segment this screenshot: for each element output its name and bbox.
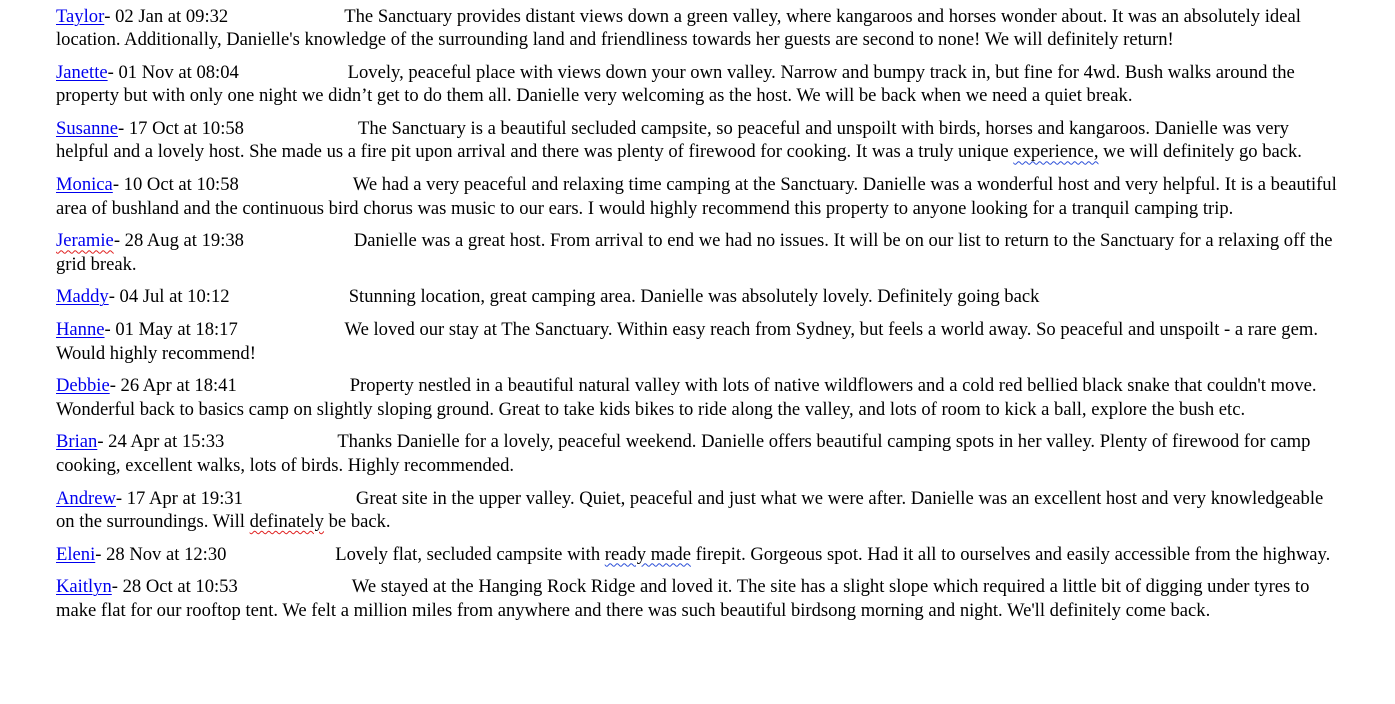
reviewer-name-link[interactable]: Susanne	[56, 118, 118, 140]
review-entry	[56, 575, 1346, 622]
review-entry	[56, 229, 1346, 276]
review-entry	[56, 5, 1346, 52]
review-text: Stunning location, great camping area. Danielle was absolutely lovely. Definitely going back	[348, 286, 1040, 308]
review-date: - 26 Apr at 18:41	[109, 375, 237, 397]
reviewer-name-link[interactable]: Brian	[56, 431, 98, 453]
review-text: Lovely, peaceful place with views down your own valley. Narrow and bumpy track in, but fine for 4wd. Bush walks around the property but with only one night we didn’t get to do them all. Danielle very welcoming as the host. We will be back when we need a quiet break.	[56, 62, 1295, 107]
grammar-flagged-text[interactable]: ready made	[604, 543, 691, 565]
review-text: The Sanctuary provides distant views down a green valley, where kangaroos and horses wonder about. It was an absolutely ideal location. Additionally, Danielle's knowledge of the surrounding land and friendliness towards her guests are second to none! We will definitely return!	[56, 6, 1301, 51]
review-entry	[56, 543, 1346, 566]
review-text: Danielle was a great host. From arrival to end we had no issues. It will be on our list to return to the Sanctuary for a relaxing off the grid break.	[56, 230, 1333, 275]
grammar-flagged-text[interactable]: experience,	[1013, 141, 1099, 163]
reviewer-name-link[interactable]: Andrew	[56, 487, 116, 509]
review-entry	[56, 374, 1346, 421]
review-date: - 17 Apr at 19:31	[115, 487, 243, 509]
review-text: We loved our stay at The Sanctuary. Within easy reach from Sydney, but feels a world away. So peaceful and unspoilt - a rare gem. Would highly recommend!	[56, 319, 1318, 364]
reviewer-name-link[interactable]: Maddy	[56, 286, 109, 308]
reviewer-name-link[interactable]: Kaitlyn	[56, 576, 112, 598]
reviewer-name-link[interactable]: Jeramie	[56, 230, 114, 252]
review-text-part: be back.	[323, 510, 391, 532]
review-date: - 10 Oct at 10:58	[112, 174, 239, 196]
reviewer-name-link[interactable]: Debbie	[56, 375, 110, 397]
reviews-document	[56, 5, 1346, 632]
review-text-part: we will definitely go back.	[1098, 141, 1302, 163]
review-entry	[56, 173, 1346, 220]
review-entry	[56, 487, 1346, 534]
review-entry	[56, 285, 1346, 308]
review-text-part: Great site in the upper valley. Quiet, peaceful and just what we were after. Danielle was an excellent host and very knowledgeable on the surroundings. Will	[56, 487, 1324, 532]
reviewer-name-link[interactable]: Eleni	[56, 543, 96, 565]
misspelled-word[interactable]: definately	[249, 510, 324, 532]
review-date: - 17 Oct at 10:58	[117, 118, 244, 140]
review-date: - 28 Nov at 12:30	[95, 543, 227, 565]
reviewer-name-link[interactable]: Hanne	[56, 319, 105, 341]
review-date: - 24 Apr at 15:33	[97, 431, 225, 453]
review-entry	[56, 117, 1346, 164]
reviewer-name-link[interactable]: Janette	[56, 62, 108, 84]
review-date: - 04 Jul at 10:12	[108, 286, 230, 308]
review-entry	[56, 430, 1346, 477]
review-text: We had a very peaceful and relaxing time camping at the Sanctuary. Danielle was a wonderful host and very helpful. It is a beautiful area of bushland and the continuous bird chorus was music to our ears. I would highly recommend this property to anyone looking for a tranquil camping trip.	[56, 174, 1337, 219]
review-text: Thanks Danielle for a lovely, peaceful weekend. Danielle offers beautiful camping spots in her valley. Plenty of firewood for camp cooking, excellent walks, lots of birds. Highly recommended.	[56, 431, 1311, 476]
review-entry	[56, 61, 1346, 108]
review-date: - 01 May at 18:17	[104, 319, 238, 341]
review-text-part: firepit. Gorgeous spot. Had it all to ourselves and easily accessible from the highway.	[691, 543, 1331, 565]
review-text-part: The Sanctuary is a beautiful secluded campsite, so peaceful and unspoilt with birds, horses and kangaroos. Danielle was very helpful and a lovely host. She made us a fire pit upon arrival and there was plenty of firewood for cooking. It was a truly unique	[56, 118, 1289, 163]
review-date: - 28 Aug at 19:38	[113, 230, 244, 252]
review-date: - 28 Oct at 10:53	[111, 576, 238, 598]
review-text: Property nestled in a beautiful natural valley with lots of native wildflowers and a cold red bellied black snake that couldn't move. Wonderful back to basics camp on slightly sloping ground. Great to take kids bikes to ride along the valley, and lots of room to kick a ball, explore the bush etc.	[56, 375, 1317, 420]
review-date: - 02 Jan at 09:32	[104, 6, 229, 27]
review-date: - 01 Nov at 08:04	[107, 62, 239, 84]
reviewer-name-link[interactable]: Taylor	[56, 6, 105, 27]
review-text: We stayed at the Hanging Rock Ridge and loved it. The site has a slight slope which required a little bit of digging under tyres to make flat for our rooftop tent. We felt a million miles from anywhere and there was such beautiful birdsong morning and night. We'll definitely come back.	[56, 576, 1310, 621]
review-entry	[56, 318, 1346, 365]
review-text-part: Lovely flat, secluded campsite with	[335, 543, 605, 565]
reviewer-name-link[interactable]: Monica	[56, 174, 113, 196]
